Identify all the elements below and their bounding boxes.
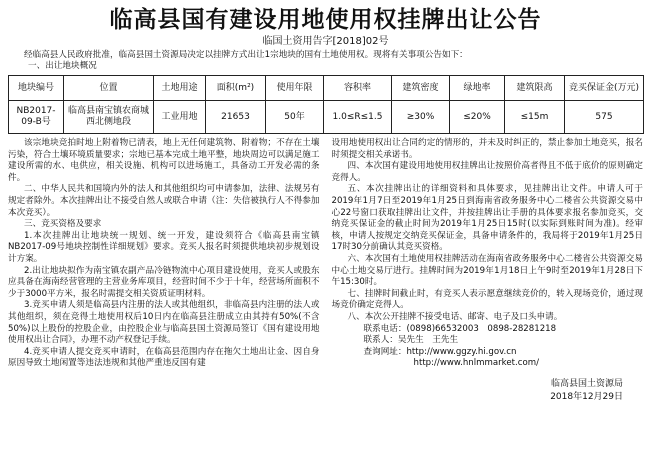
cell-height-limit: ≤15m	[505, 101, 565, 134]
header-location: 位置	[64, 76, 154, 101]
issuer: 临高县国土资源局	[550, 378, 623, 389]
paragraph-on-site-bidding: 七、挂牌时间截止时，有竞买人表示愿意继续竞价的，转入现场竞价，通过现场竞价确定竞得人。	[331, 288, 643, 311]
contact-website-row	[364, 347, 644, 359]
header-land-use: 土地用途	[154, 76, 206, 101]
paragraph-eligibility: 二、中华人民共和国境内外的法人和其他组织均可申请参加，法律、法规另有规定者除外。本次挂牌出让不接受自然人或联合申请（注：失信被执行人不得参加本次竞买）。	[8, 184, 320, 218]
website-link-1[interactable]: http://www.ggzy.hi.gov.cn	[406, 346, 517, 357]
issue-date: 2018年12月29日	[550, 391, 623, 402]
website-link-2[interactable]: http://www.hnlmmarket.com/	[413, 358, 539, 369]
section1-heading: 一、出让地块概况	[28, 61, 97, 71]
paragraph-documents: 五、本次挂牌出让的详细资料和具体要求，见挂牌出让文件。申请人可于2019年1月7日至2019年1月25日到海南省政务服务中心二楼省公共资源交易中心22号窗口获取挂牌出让文件，并按挂牌出让手册的具体要求报名参加竞买，交纳竞买保证金的截止时间为2019年1月25日15时(以实际到账时间为准)。经审核，申请人按规定交纳竞买保证金，具备申请条件的，我局将于2019年1月25日17时30分前确认其竞买资格。	[331, 184, 643, 253]
header-plot-ratio: 容积率	[324, 76, 392, 101]
cell-term: 50年	[266, 101, 324, 134]
website-label: 查询网址：	[363, 346, 407, 357]
paragraph-no-remote: 八、本次公开挂牌不接受电话、邮寄、电子及口头申请。	[347, 311, 563, 322]
cell-land-use: 工业用地	[154, 101, 206, 134]
cell-location: 临高县南宝镇农商城西北侧地段	[64, 101, 154, 134]
header-area: 面积(m²)	[206, 76, 266, 101]
paragraph-site-condition: 该宗地块竞拍时地上附着物已清表，地上无任何建筑物、附着物；不存在土壤污染，符合土壤环境质量要求；宗地已基本完成土地平整，地块周边可以满足施工建设所需的水、电供应，相关设施、机构可以进场施工，具备动工开发必需的条件。	[8, 138, 320, 183]
paragraph-qualification-1: 1.本次挂牌出让地块统一规划、统一开发，建设须符合《临高县南宝镇NB2017-09号地块控制性详细规划》要求。竞买人报名时须提供地块初步规划设计方案。	[8, 230, 320, 264]
header-deposit: 竞买保证金(万元)	[565, 76, 644, 101]
cell-building-density: ≥30%	[392, 101, 450, 134]
cell-area: 21653	[206, 101, 266, 134]
table-header-row	[9, 76, 644, 101]
table-row	[9, 101, 644, 134]
cell-green-ratio: ≤20%	[450, 101, 505, 134]
body-columns	[8, 138, 643, 404]
left-column	[8, 138, 320, 404]
header-building-density: 建筑密度	[392, 76, 450, 101]
paragraph-qualification-heading: 三、竞买资格及要求	[24, 219, 102, 230]
document-number: 临国土资用告字[2018]02号	[262, 36, 389, 47]
notice-title: 临高县国有建设用地使用权挂牌出让公告	[109, 7, 542, 33]
right-column	[332, 138, 644, 404]
paragraph-award-principle: 四、本次国有建设用地使用权挂牌出让按照价高者得且不低于底价的原则确定竞得人。	[331, 161, 643, 183]
contact-people: 联系人：吴先生 王先生	[363, 335, 459, 346]
paragraph-qualification-4-cont: 设用地使用权出让合同约定的情形的，并未及时纠正的，禁止参加土地竞买，报名时须提交相关承诺书。	[331, 138, 643, 160]
cell-deposit: 575	[565, 101, 644, 134]
paragraph-venue-time: 六、本次国有土地使用权挂牌活动在海南省政务服务中心二楼省公共资源交易中心土地交易厅进行。挂牌时间为2019年1月18日上午9时至2019年1月28日下午15:30时。	[331, 253, 643, 288]
cell-plot-ratio: 1.0≤R≤1.5	[324, 101, 392, 134]
contact-phone: 联系电话：(0898)66532003 0898-28281218	[363, 323, 557, 334]
contact-block	[332, 324, 644, 370]
header-parcel-id: 地块编号	[9, 76, 64, 101]
website-row-2	[364, 358, 644, 370]
paragraph-qualification-3: 3.竞买申请人须是临高县内注册的法人或其他组织，非临高县内注册的法人或其他组织，须在竞得土地使用权后10日内在临高县注册成立由其持有50%(不含50%)以上股份的控股企业，由控股企业与临高县国土资源局签订《国有建设用地使用权出让合同》，办理不动产权登记手续。	[8, 300, 320, 346]
paragraph-qualification-4: 4.竞买申请人提交竞买申请时，在临高县范围内存在拖欠土地出让金、因自身原因导致土地闲置等违法违规和其他严重违反国有建	[8, 346, 320, 369]
signoff	[332, 378, 644, 404]
paragraph-qualification-2: 2.出让地块拟作为南宝镇农副产品冷链物流中心项目建设使用，竞买人或股东应具备在海南经营管理的主营业务库项目，经营时间不少于十年，经营场所面积不少于3000平方米，报名时需提交相关资质证明材料。	[8, 265, 320, 299]
cell-parcel-id: NB2017-09-B号	[9, 101, 64, 134]
header-height-limit: 建筑限高	[505, 76, 565, 101]
intro-paragraph: 经临高县人民政府批准，临高县国土资源局决定以挂牌方式出让1宗地块的国有土地使用权。现将有关事项公告如下：	[24, 50, 468, 60]
parcel-table	[8, 75, 644, 134]
header-green-ratio: 绿地率	[450, 76, 505, 101]
header-term: 使用年限	[266, 76, 324, 101]
